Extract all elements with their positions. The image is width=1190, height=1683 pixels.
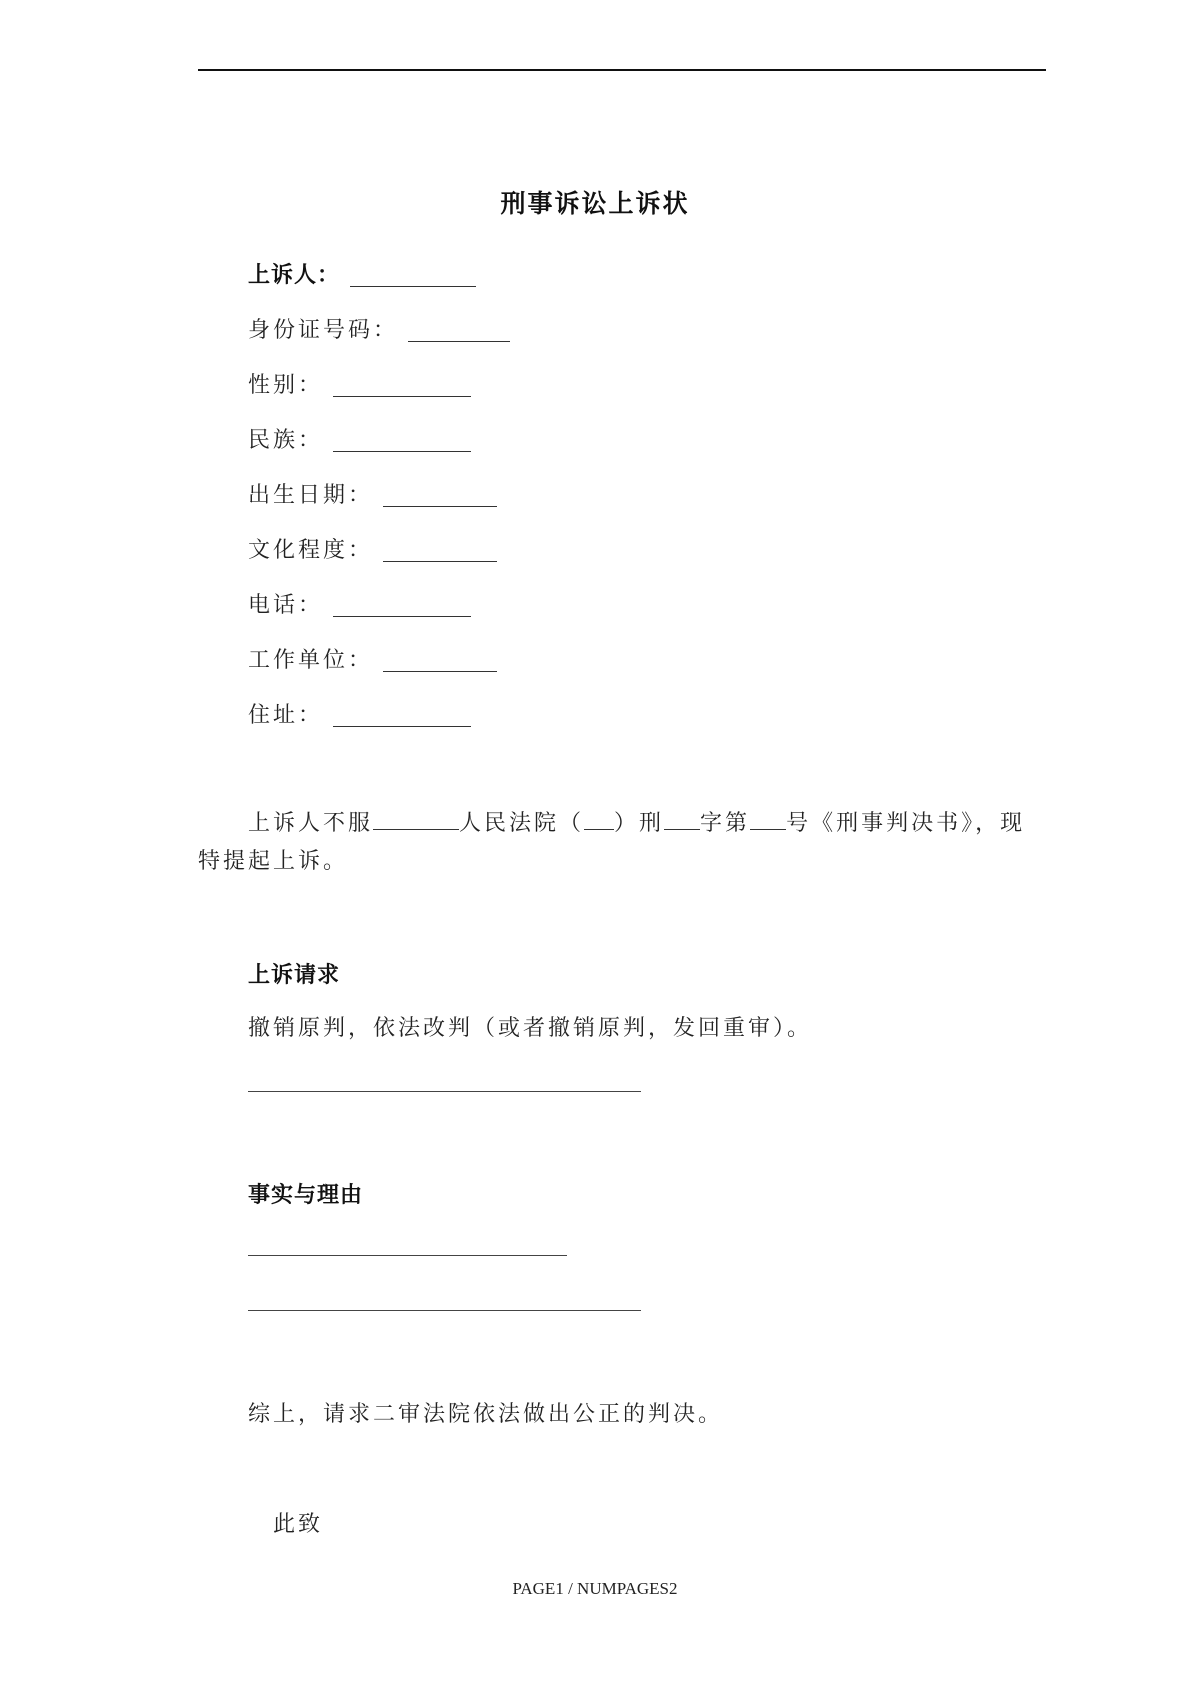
closing-text: 此致: [273, 1512, 324, 1537]
field-label: 住址：: [248, 703, 324, 728]
field-employer: [248, 643, 497, 674]
field-label: 民族：: [248, 428, 324, 453]
field-blank[interactable]: [383, 651, 497, 672]
document-title: 刑事诉讼上诉状: [500, 189, 690, 218]
field-gender: [248, 368, 471, 399]
field-education: [248, 533, 497, 564]
field-blank[interactable]: [333, 706, 471, 727]
field-label: 出生日期：: [248, 483, 374, 508]
field-label: 电话：: [248, 593, 324, 618]
field-blank[interactable]: [333, 431, 471, 452]
conclusion-text: 综上，请求二审法院依法做出公正的判决。: [248, 1402, 724, 1427]
intro-text: 号《刑事判决书》，现特提起上诉。: [198, 811, 1026, 874]
field-label: 文化程度：: [248, 538, 374, 563]
field-address: [248, 698, 471, 729]
field-ethnicity: [248, 423, 471, 454]
field-phone: [248, 588, 471, 619]
field-id-number: [248, 313, 510, 344]
court-blank[interactable]: [373, 809, 459, 830]
intro-text: 人民法院（: [459, 811, 585, 836]
intro-paragraph: [198, 805, 1046, 881]
field-blank[interactable]: [383, 541, 497, 562]
header-rule: [198, 69, 1046, 71]
field-blank[interactable]: [408, 321, 510, 342]
field-blank[interactable]: [383, 486, 497, 507]
year-blank[interactable]: [584, 809, 614, 830]
field-blank[interactable]: [350, 266, 476, 287]
intro-text: 字第: [700, 811, 751, 836]
field-blank[interactable]: [333, 596, 471, 617]
field-label: 身份证号码：: [248, 318, 399, 343]
intro-text: 上诉人不服: [248, 811, 374, 836]
field-birth-date: [248, 478, 497, 509]
appeal-request-heading: 上诉请求: [248, 963, 341, 988]
intro-text: ）刑: [614, 811, 665, 836]
page-footer: PAGE1 / NUMPAGES2: [512, 1579, 678, 1598]
facts-blank-line[interactable]: [248, 1255, 567, 1256]
facts-blank-line[interactable]: [248, 1310, 641, 1311]
case-number-blank[interactable]: [750, 809, 786, 830]
case-type-blank[interactable]: [664, 809, 700, 830]
field-label: 性别：: [248, 373, 324, 398]
field-label: 上诉人：: [248, 262, 341, 288]
appeal-request-text: 撤销原判，依法改判（或者撤销原判，发回重审）。: [248, 1016, 813, 1041]
appeal-request-blank-line[interactable]: [248, 1091, 641, 1092]
facts-reasons-heading: 事实与理由: [248, 1183, 364, 1208]
field-appellant: [248, 258, 476, 289]
field-blank[interactable]: [333, 376, 471, 397]
field-label: 工作单位：: [248, 648, 374, 673]
